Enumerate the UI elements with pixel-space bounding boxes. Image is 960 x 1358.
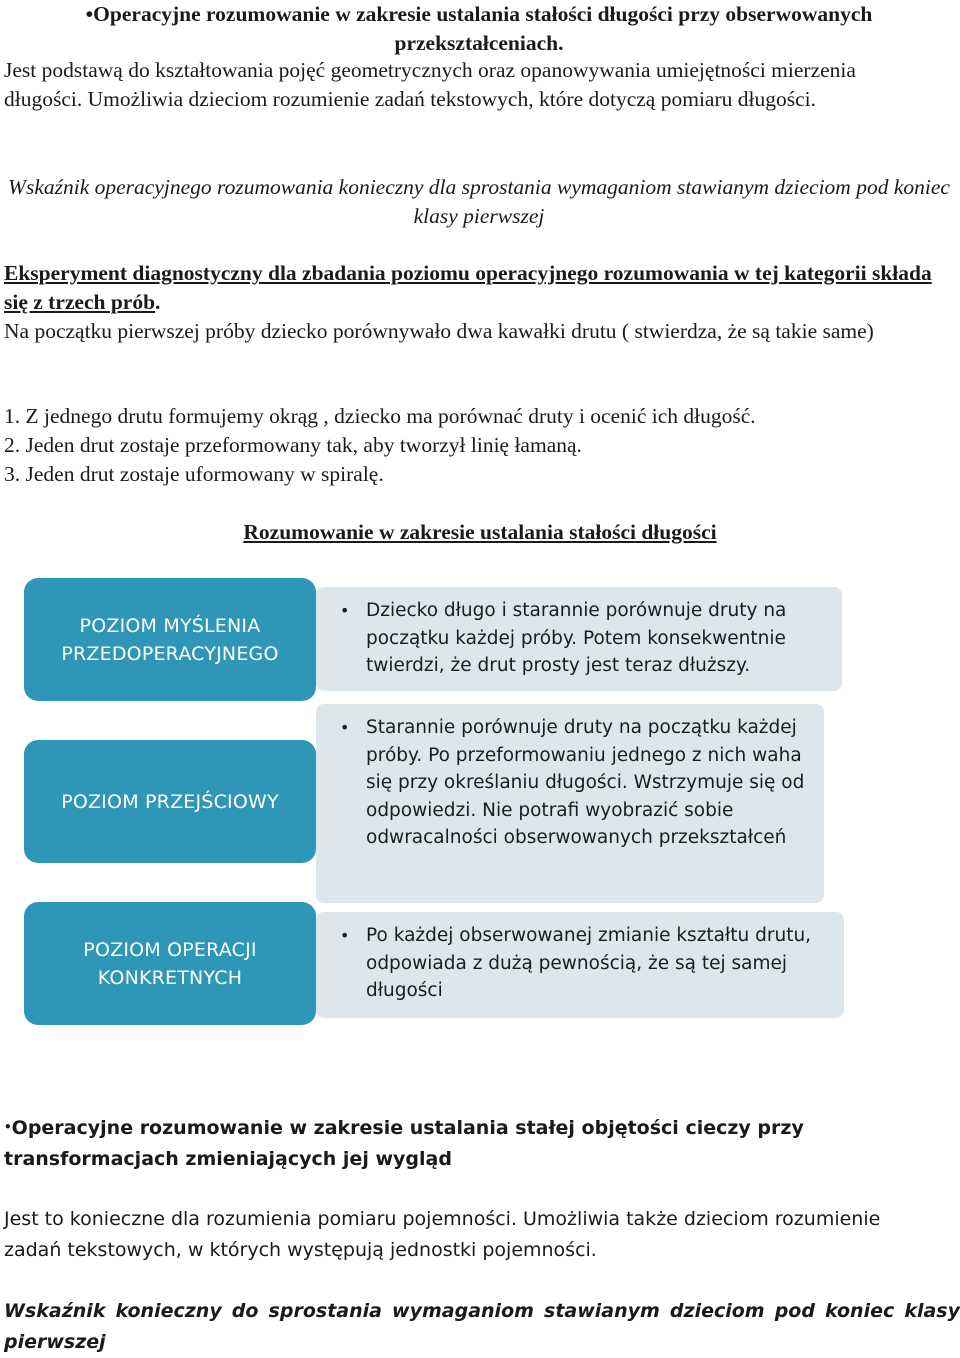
bullet-icon: •	[340, 601, 350, 620]
intro-paragraph-volume: Jest to konieczne dla rozumienia pomiaru pojemności. Umożliwia także dzieciom rozumienie zadań tekstowych, w których występują jednostki pojemności.	[4, 1208, 881, 1261]
level-box-transitional	[24, 740, 316, 863]
experiment-description	[4, 259, 934, 317]
intro-paragraph-length: Jest podstawą do kształtowania pojęć geometrycznych oraz opanowywania umiejętności mierzenia długości. Umożliwia dzieciom rozumienie zadań tekstowych, które dotyczą pomiaru długości.	[4, 58, 856, 111]
level-description-text: Dziecko długo i starannie porównuje druty na początku każdej próby. Potem konsekwentnie twierdzi, że drut prosty jest teraz dłuższy.	[366, 600, 787, 676]
section-heading-volume	[4, 1112, 960, 1175]
diagram-title: Rozumowanie w zakresie ustalania stałości długości	[243, 520, 717, 544]
trial-step: 1. Z jednego drutu formujemy okrąg , dziecko ma porównać druty i ocenić ich długość.	[4, 404, 756, 428]
section-heading-length: •Operacyjne rozumowanie w zakresie ustalania stałości długości przy obserwowanych przekształceniach.	[85, 2, 873, 55]
bullet-icon: •	[340, 926, 350, 945]
level-description-preoperational	[316, 587, 842, 691]
level-box-concrete	[24, 902, 316, 1025]
trial-step: 2. Jeden drut zostaje przeformowany tak, aby tworzył linię łamaną.	[4, 433, 582, 457]
experiment-note: Na początku pierwszej próby dziecko porównywało dwa kawałki drutu ( stwierdza, że są takie same)	[4, 319, 874, 343]
bullet-icon: •	[340, 718, 350, 737]
indicator-heading-length: Wskaźnik operacyjnego rozumowania konieczny dla sprostania wymaganiom stawianym dzieciom pod koniec klasy pierwszej	[8, 175, 950, 228]
level-label-line1: POZIOM PRZEJŚCIOWY	[61, 790, 279, 813]
trial-step: 3. Jeden drut zostaje uformowany w spiralę.	[4, 462, 384, 486]
section-heading-volume-text: Operacyjne rozumowanie w zakresie ustalania stałej objętości cieczy przy transformacjach zmieniających jej wygląd	[4, 1117, 804, 1170]
level-description-text: Po każdej obserwowanej zmianie kształtu drutu, odpowiada z dużą pewnością, że są tej samej długości	[366, 925, 812, 1001]
level-box-preoperational	[24, 578, 316, 701]
level-label-line2: PRZEDOPERACYJNEGO	[61, 642, 279, 665]
trial-steps-list	[4, 402, 944, 489]
level-label-line1: POZIOM MYŚLENIA	[79, 614, 261, 637]
indicator-heading-volume: Wskaźnik konieczny do sprostania wymaganiom stawianym dzieciom pod koniec klasy pierwszej	[4, 1300, 960, 1353]
experiment-text: Eksperyment diagnostyczny dla zbadania poziomu operacyjnego rozumowania w tej kategorii składa się z trzech prób	[4, 261, 932, 314]
level-label-line2: KONKRETNYCH	[97, 966, 243, 989]
experiment-end: .	[155, 290, 161, 314]
level-description-text: Starannie porównuje druty na początku każdej próby. Po przeformowaniu jednego z nich waha się przy określaniu długości. Wstrzymuje się od odpowiedzi. Nie potrafi wyobrazić sobie odwracalności obserwowanych przekształceń	[366, 717, 805, 848]
level-description-transitional	[316, 704, 824, 903]
level-label-line1: POZIOM OPERACJI	[83, 938, 257, 961]
bullet-icon: •	[4, 1120, 12, 1134]
level-description-concrete	[316, 912, 844, 1018]
